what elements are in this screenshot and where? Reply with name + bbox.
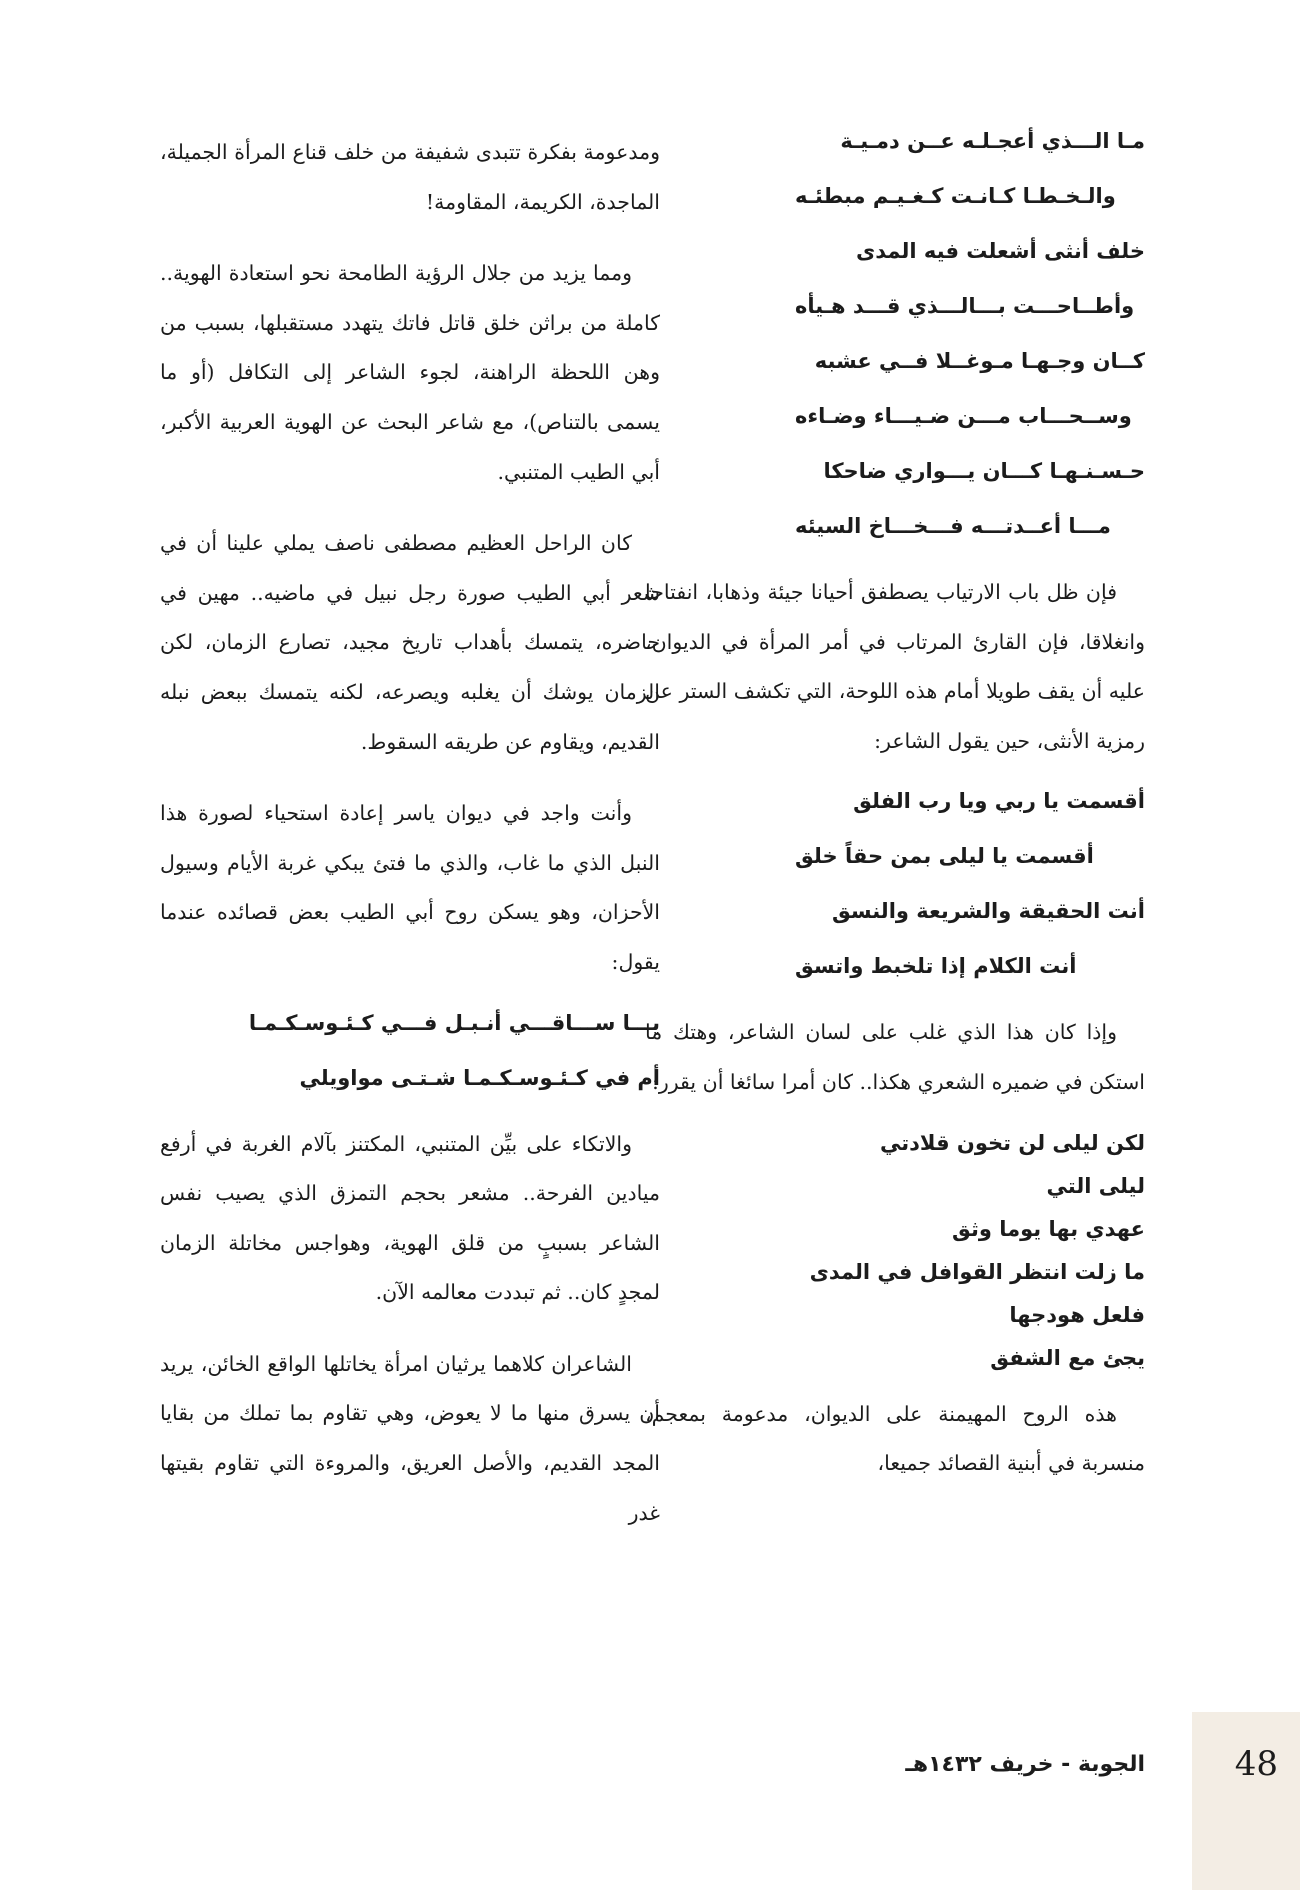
verse-line: أنت الكلام إذا تلخبط واتسق [795, 954, 1077, 979]
verse-line: فلعل هودجها [1009, 1302, 1145, 1327]
body-paragraph: هذه الروح المهيمنة على الديوان، مدعومة بمعجم، منسربة في أبنية القصائد جميعا، [645, 1401, 1145, 1476]
body-paragraph: والاتكاء على بيِّن المتنبي، المكتنز بآلام الغربة في أرفع ميادين الفرحة.. مشعر بحجم التمزق الذي يصيب نفس الشاعر بسببٍ من قلق الهوية، وهواجس مخاتلة الزمان لمجدٍ كان.. ثم تبددت معالمه الآن. [160, 1131, 660, 1305]
verse-line: حـسـنـهـا كـــان يـــواري ضاحكا [823, 459, 1145, 483]
running-title: الجوبة - خريف ١٤٣٢هـ [905, 1752, 1145, 1777]
body-paragraph: ومما يزيد من جلال الرؤية الطامحة نحو استعادة الهوية.. كاملة من براثن خلق قاتل فاتك يتهدد مستقبلها، بسبب من وهن اللحظة الراهنة، لجوء الشاعر إلى التكافل (أو ما يسمى بالتناص)، مع شاعر البحث عن الهوية العربية الأكبر، أبي الطيب المتنبي. [160, 261, 660, 484]
verse-line: ما زلت انتظر القوافل في المدى [809, 1259, 1145, 1284]
verse-line: لكن ليلى لن تخون قلادتي [879, 1130, 1145, 1155]
verse-line: وســحـــاب مـــن ضـيـــاء وضـاءه [795, 404, 1132, 428]
verse-line: عهدي بها يوما وثق [952, 1216, 1145, 1241]
poem-stanza [645, 128, 1145, 210]
body-paragraph: كان الراحل العظيم مصطفى ناصف يملي علينا أن في شعر أبي الطيب صورة رجل نبيل في ماضيه.. مهين في حاضره، يتمسك بأهداب تاريخ مجيد، تصارع الزمان، لكن الزمان يوشك أن يغلبه ويصرعه، لكنه يتمسك ببعض نبله القديم، ويقاوم عن طريقه السقوط. [160, 531, 660, 754]
verse-line: مـــا أعــدتـــه فـــخـــاخ السيئه [795, 514, 1111, 538]
body-paragraph: ومدعومة بفكرة تتبدى شفيفة من خلف قناع المرأة الجميلة، الماجدة، الكريمة، المقاومة! [160, 140, 660, 214]
verse-line: أقسمت يا ربي ويا رب الفلق [853, 789, 1145, 814]
verse-line: ليلى التي [1046, 1173, 1145, 1198]
left-column [160, 128, 660, 1560]
verse-line: يجئ مع الشفق [990, 1345, 1145, 1370]
poem-stanza [645, 458, 1145, 540]
verse-line: والـخـطـا كـانـت كـغـيـم مبطئـه [795, 184, 1116, 208]
body-paragraph: وأنت واجد في ديوان ياسر إعادة استحياء لصورة هذا النبل الذي ما غاب، والذي ما فتئ يبكي غربة الأيام وسيول الأحزان، وهو يسكن روح أبي الطيب بعض قصائده عندما يقول: [160, 801, 660, 974]
verse-line: مـا الـــذي أعجـلـه عــن دمـيـة [840, 129, 1145, 153]
body-paragraph: فإن ظل باب الارتياب يصطفق أحيانا جيئة وذهابا، انفتاحا وانغلاقا، فإن القارئ المرتاب في أمر المرأة في الديوان، عليه أن يقف طويلا أمام هذه اللوحة، التي تكشف الستر عن رمزية الأنثى، حين يقول الشاعر: [645, 580, 1145, 753]
free-verse-block [645, 1130, 1145, 1372]
body-paragraph: الشاعران كلاهما يرثيان امرأة يخاتلها الواقع الخائن، يريد أن يسرق منها ما لا يعوض، وهي تقاوم بما تملك من بقايا المجد القديم، والأصل العريق، والمروءة التي تقاوم بقيتها غدر [160, 1351, 660, 1525]
right-column [645, 128, 1145, 1511]
verse-line: كــان وجـهـا مـوغــلا فــي عشبه [814, 349, 1145, 373]
verse-line: وأطــاحـــت بـــالـــذي قـــد هـيأه [795, 294, 1135, 318]
verse-line: يـــا ســـاقـــي أنـبـل فـــي كـئـوسـكـمـا [248, 1010, 660, 1035]
verse-line: أم في كـئـوسـكـمـا شـتـى مواويلي [299, 1065, 660, 1090]
page-number: 48 [1234, 1744, 1278, 1784]
poem-stanza [645, 788, 1145, 870]
page-number-band [1192, 1712, 1300, 1890]
poem-stanza [645, 898, 1145, 980]
verse-line: خلف أنثى أشعلت فيه المدى [856, 239, 1145, 263]
poem-stanza [645, 348, 1145, 430]
poem-stanza [160, 1010, 660, 1092]
poem-stanza [645, 238, 1145, 320]
verse-line: أنت الحقيقة والشريعة والنسق [831, 899, 1145, 924]
body-paragraph: وإذا كان هذا الذي غلب على لسان الشاعر، وهتك ما استكن في ضميره الشعري هكذا.. كان أمرا سائغا أن يقرر: [645, 1020, 1145, 1094]
verse-line: أقسمت يا ليلى بمن حقاً خلق [795, 844, 1094, 869]
